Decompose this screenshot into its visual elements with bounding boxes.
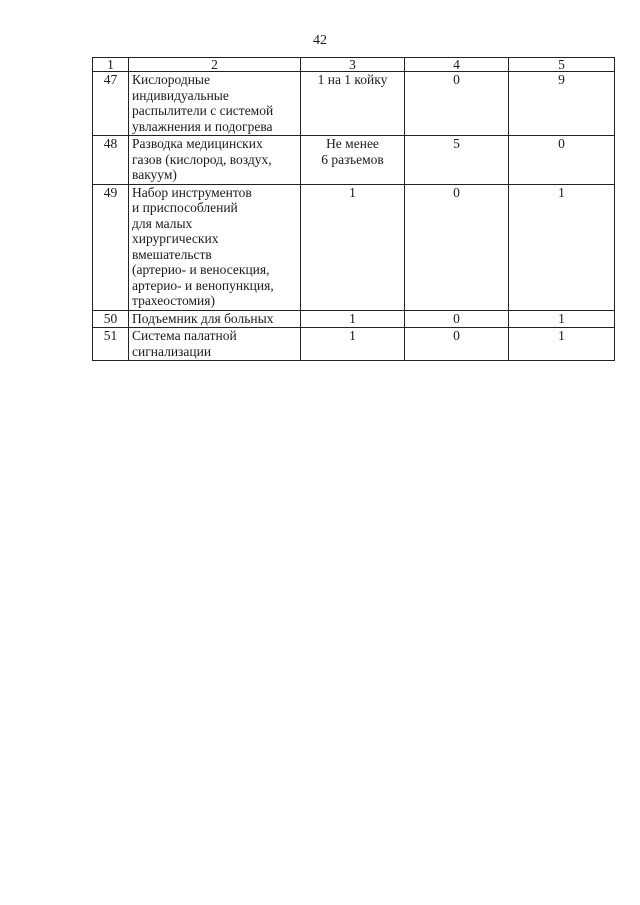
item-quantity: Не менее 6 разъемов — [301, 136, 405, 185]
item-col5-value: 1 — [509, 184, 615, 310]
item-col5-value: 1 — [509, 328, 615, 361]
item-name: Подъемник для больных — [129, 310, 301, 328]
item-quantity: 1 на 1 койку — [301, 72, 405, 136]
item-quantity: 1 — [301, 328, 405, 361]
item-col4-value: 5 — [405, 136, 509, 185]
equipment-table — [92, 57, 615, 361]
item-col4-value: 0 — [405, 184, 509, 310]
table-row — [93, 136, 615, 185]
item-col5-value: 9 — [509, 72, 615, 136]
table-row — [93, 310, 615, 328]
row-number: 48 — [93, 136, 129, 185]
item-col4-value: 0 — [405, 310, 509, 328]
header-cell-5: 5 — [509, 58, 615, 72]
table-row — [93, 184, 615, 310]
item-col4-value: 0 — [405, 328, 509, 361]
row-number: 51 — [93, 328, 129, 361]
item-col5-value: 0 — [509, 136, 615, 185]
table-header-row — [93, 58, 615, 72]
page-number: 42 — [313, 33, 327, 48]
item-name: Набор инструментов и приспособлений для малых хирургических вмешательств (артерио- и веносекция, артерио- и венопункция, трахеостомия) — [129, 184, 301, 310]
item-name: Кислородные индивидуальные распылители с системой увлажнения и подогрева — [129, 72, 301, 136]
header-cell-2: 2 — [129, 58, 301, 72]
row-number: 49 — [93, 184, 129, 310]
header-cell-3: 3 — [301, 58, 405, 72]
table-row — [93, 328, 615, 361]
row-number: 47 — [93, 72, 129, 136]
header-cell-1: 1 — [93, 58, 129, 72]
item-quantity: 1 — [301, 184, 405, 310]
item-name: Разводка медицинских газов (кислород, воздух, вакуум) — [129, 136, 301, 185]
item-col4-value: 0 — [405, 72, 509, 136]
item-quantity: 1 — [301, 310, 405, 328]
table-row — [93, 72, 615, 136]
row-number: 50 — [93, 310, 129, 328]
item-col5-value: 1 — [509, 310, 615, 328]
item-name: Система палатной сигнализации — [129, 328, 301, 361]
header-cell-4: 4 — [405, 58, 509, 72]
